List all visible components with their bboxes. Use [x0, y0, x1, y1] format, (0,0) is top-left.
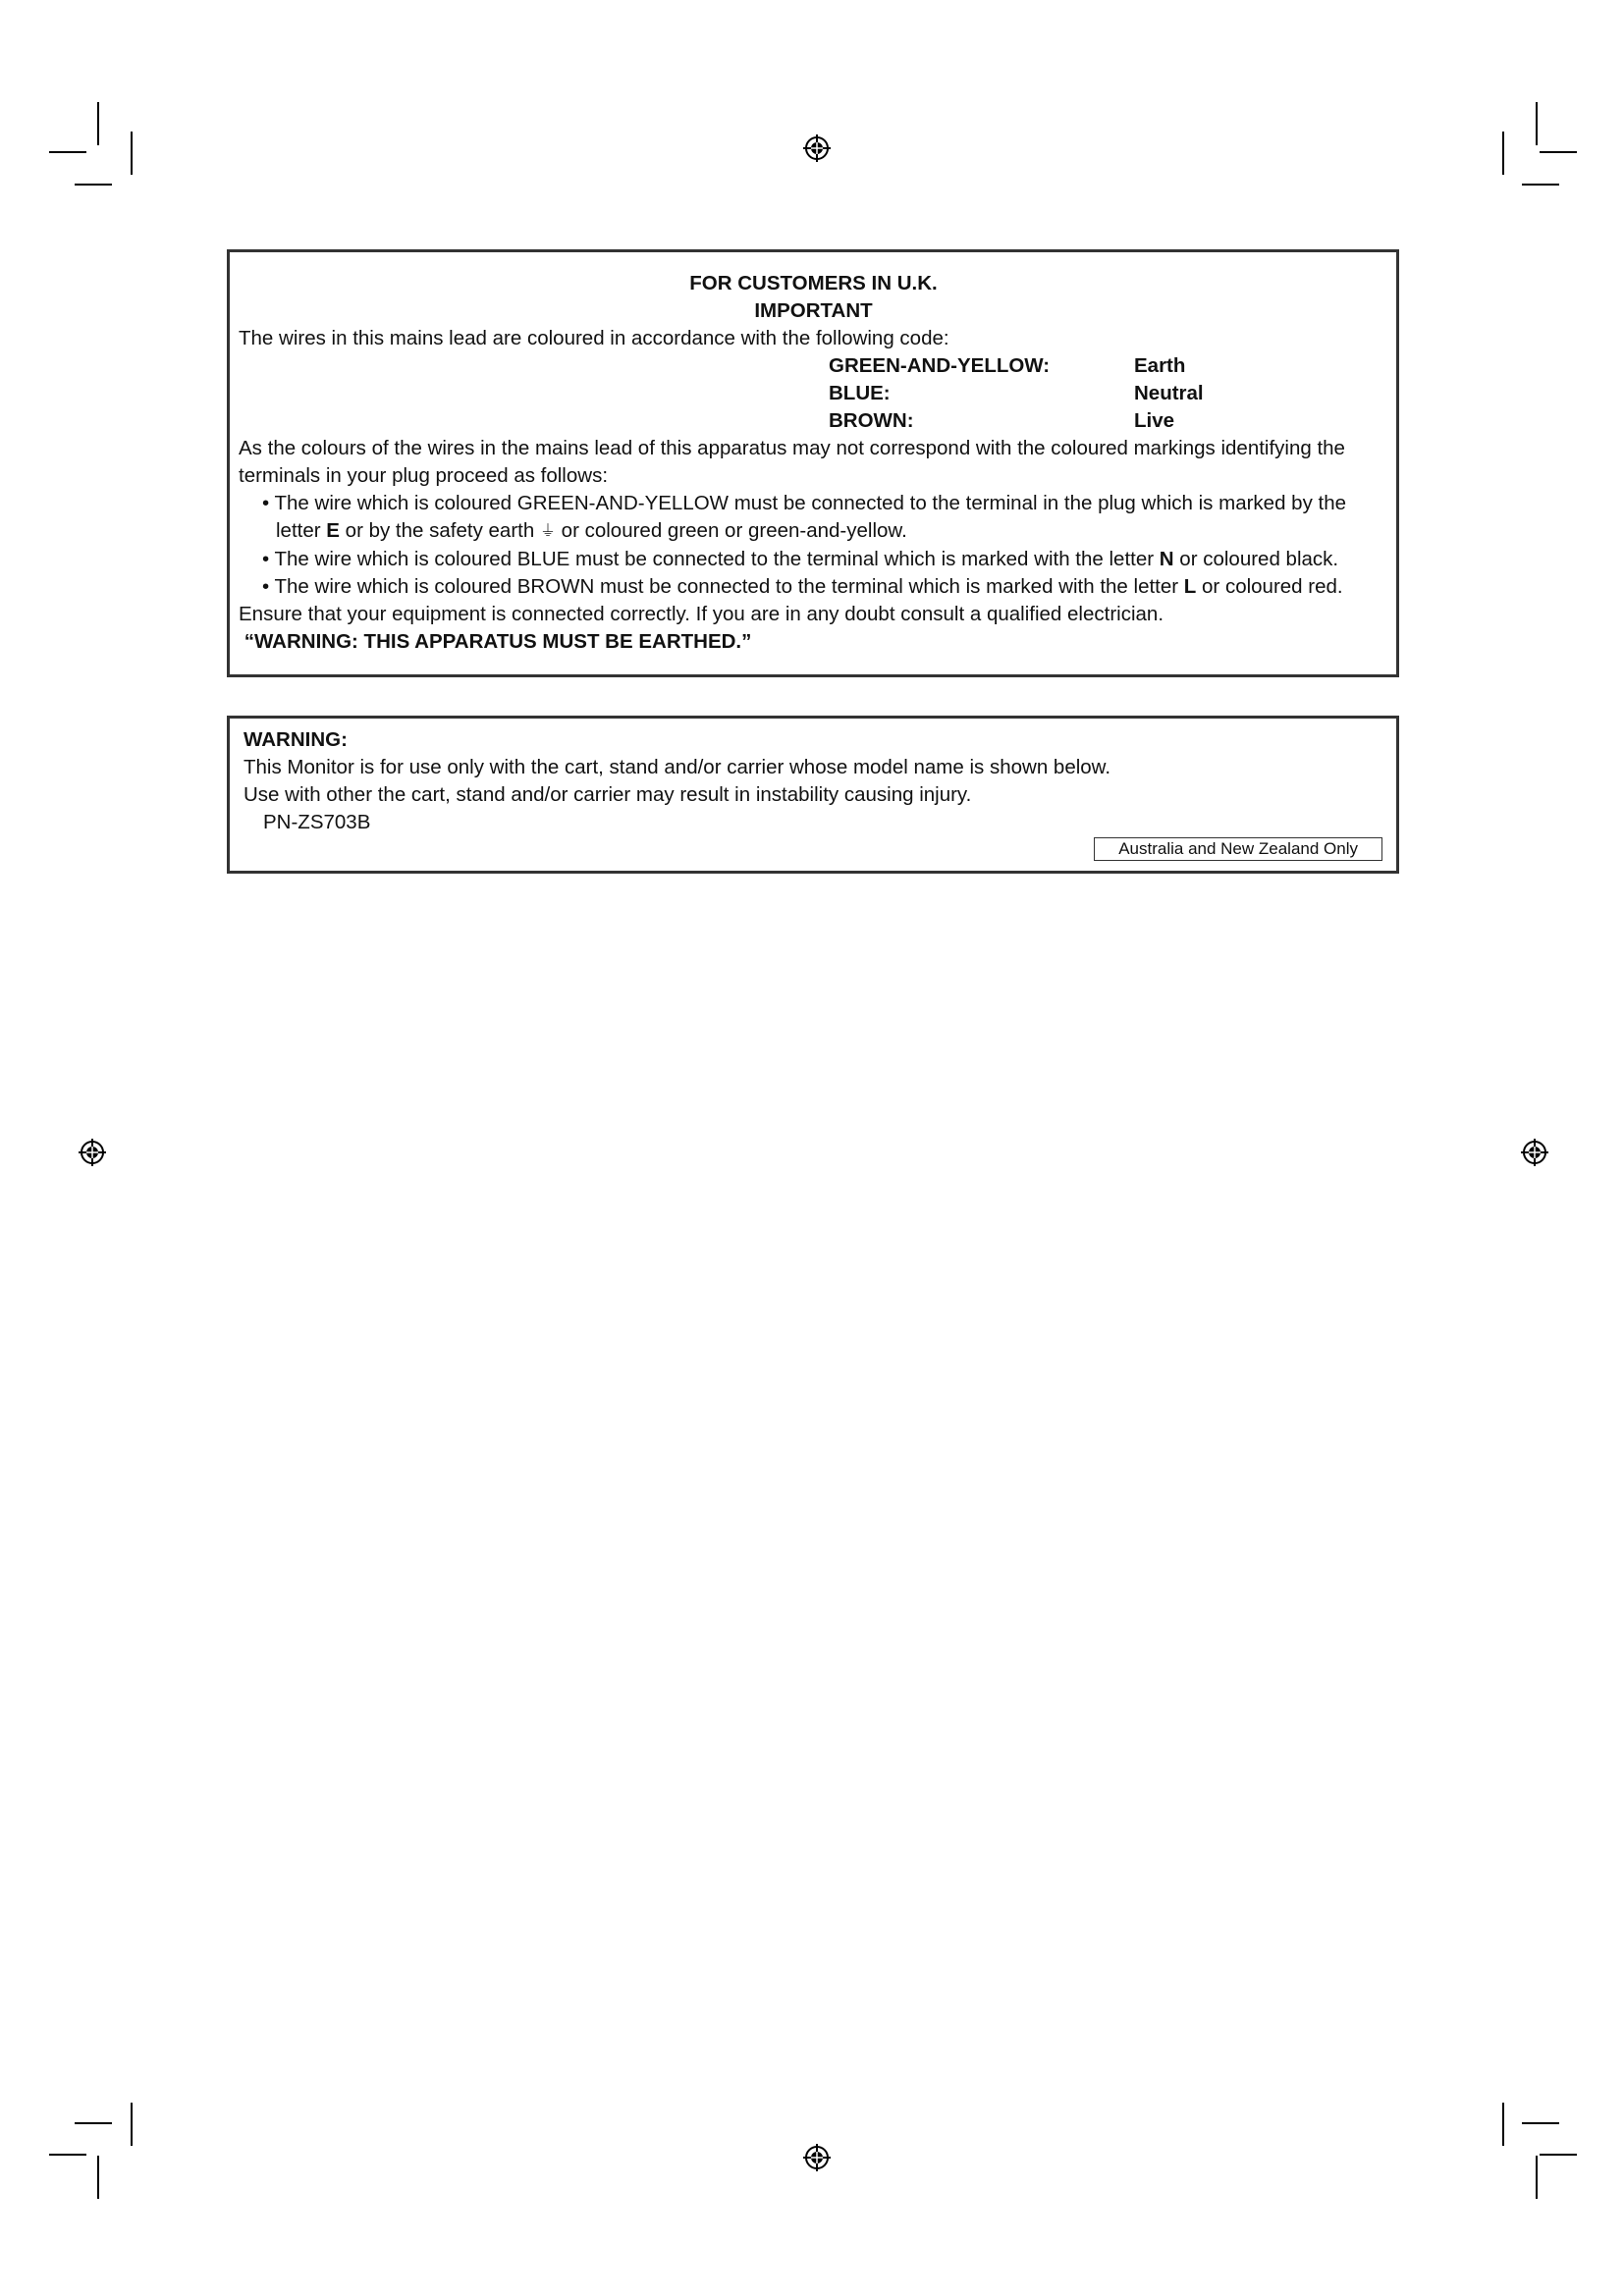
wire-colour: BROWN: — [829, 409, 914, 432]
wire-code-row — [239, 407, 1388, 435]
text-fragment: or by the safety earth — [339, 519, 540, 542]
crop-mark — [75, 184, 112, 186]
crop-mark — [1502, 132, 1504, 175]
wire-meaning: Earth — [1134, 354, 1186, 377]
crop-mark — [131, 132, 133, 175]
crop-mark — [1540, 2154, 1577, 2156]
bullet-green-yellow-continued — [239, 517, 1388, 546]
cart-warning-notice — [227, 716, 1399, 874]
text-fragment: or coloured black. — [1173, 548, 1339, 570]
crop-mark — [1536, 102, 1538, 145]
wire-code-row — [239, 352, 1388, 380]
registration-mark-icon — [803, 2144, 831, 2171]
crop-mark — [97, 102, 99, 145]
registration-mark-icon — [79, 1139, 106, 1166]
model-name: PN-ZS703B — [263, 811, 371, 833]
notice-intro: The wires in this mains lead are coloured in accordance with the following code: — [239, 327, 949, 349]
crop-mark — [49, 2154, 86, 2156]
earthed-warning: “WARNING: THIS APPARATUS MUST BE EARTHED.” — [239, 630, 752, 653]
text-fragment: or coloured green or green-and-yellow. — [555, 519, 907, 542]
crop-mark — [1522, 2122, 1559, 2124]
uk-customers-notice — [227, 249, 1399, 677]
wire-colour: GREEN-AND-YELLOW: — [829, 354, 1051, 377]
crop-mark — [49, 151, 86, 153]
crop-mark — [1540, 151, 1577, 153]
warning-line: Use with other the cart, stand and/or carrier may result in instability causing injury. — [244, 783, 972, 806]
warning-line: This Monitor is for use only with the cart, stand and/or carrier whose model name is shown below. — [244, 756, 1111, 778]
crop-mark — [1502, 2103, 1504, 2146]
instructions-paragraph-line: As the colours of the wires in the mains lead of this apparatus may not correspond with the coloured markings identifying the — [239, 437, 1345, 459]
wire-colour: BLUE: — [829, 382, 891, 404]
warning-title: WARNING: — [244, 728, 348, 751]
text-fragment: • The wire which is coloured BROWN must be connected to the terminal which is marked with the letter — [262, 575, 1184, 598]
notice-heading: FOR CUSTOMERS IN U.K. — [689, 272, 938, 294]
text-fragment: • The wire which is coloured BLUE must be connected to the terminal which is marked with the letter — [262, 548, 1160, 570]
wire-meaning: Neutral — [1134, 382, 1204, 404]
crop-mark — [131, 2103, 133, 2146]
terminal-letter-n: N — [1159, 548, 1174, 570]
terminal-letter-e: E — [326, 519, 340, 542]
bullet-green-yellow: • The wire which is coloured GREEN-AND-YELLOW must be connected to the terminal in the plug which is marked by the — [262, 492, 1347, 514]
wire-code-row — [239, 380, 1388, 407]
bullet-blue — [239, 546, 1388, 573]
text-fragment: or coloured red. — [1196, 575, 1343, 598]
registration-mark-icon — [803, 134, 831, 162]
crop-mark — [1522, 184, 1559, 186]
crop-mark — [75, 2122, 112, 2124]
earth-symbol-icon: ⏚ — [539, 523, 556, 540]
bullet-brown — [239, 573, 1388, 601]
crop-mark — [97, 2156, 99, 2199]
crop-mark — [1536, 2156, 1538, 2199]
terminal-letter-l: L — [1183, 575, 1197, 598]
ensure-text: Ensure that your equipment is connected correctly. If you are in any doubt consult a qualified electrician. — [239, 603, 1164, 625]
text-fragment: letter — [276, 519, 327, 542]
notice-subheading: IMPORTANT — [754, 299, 873, 322]
instructions-paragraph-line: terminals in your plug proceed as follows: — [239, 464, 609, 487]
wire-meaning: Live — [1134, 409, 1175, 432]
registration-mark-icon — [1521, 1139, 1548, 1166]
region-label: Australia and New Zealand Only — [1094, 837, 1382, 861]
